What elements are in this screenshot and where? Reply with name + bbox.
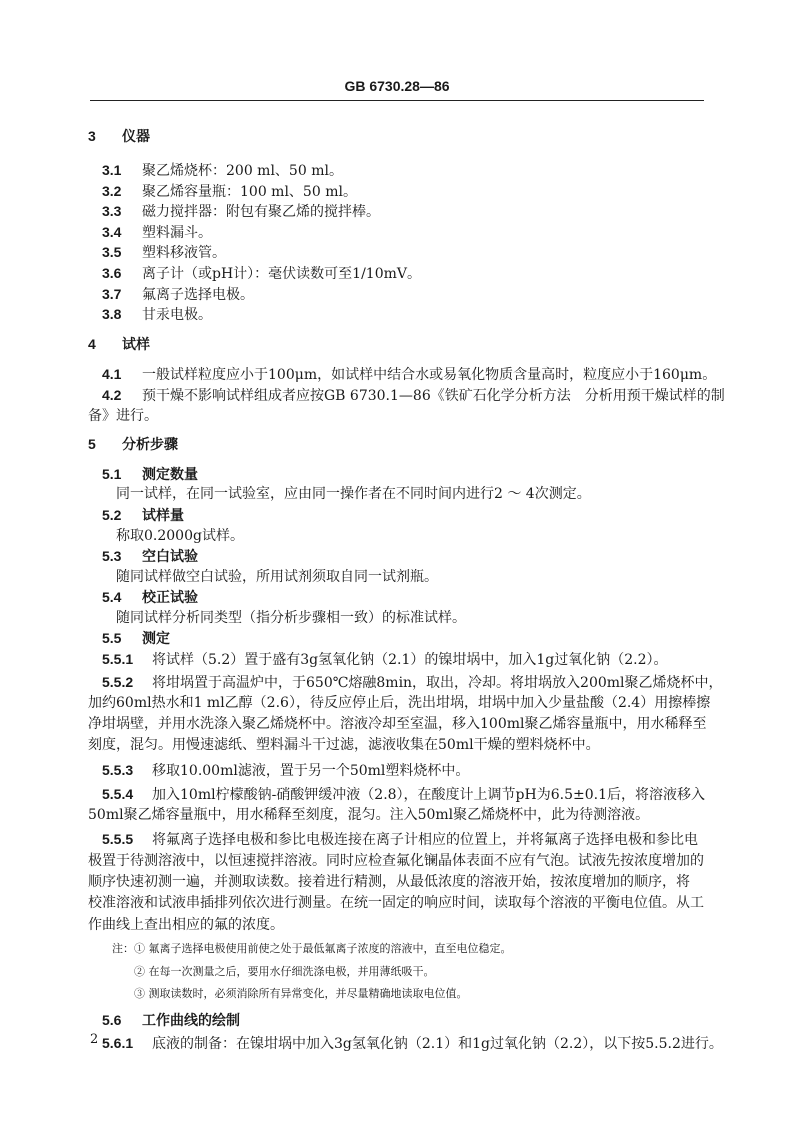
instrument-item: 3.6 离子计（或pH计）：毫伏读数可至1/10mV。 [102,265,421,282]
step-5-6-heading: 5.6 工作曲线的绘制 [102,1012,240,1028]
section-3-heading: 3 仪器 [88,128,150,144]
step-5-4-text: 随同试样分析同类型（指分析步骤相一致）的标准试样。 [116,610,466,626]
step-5-5-1: 5.5.1 将试样（5.2）置于盛有3g氢氧化钠（2.1）的镍坩埚中，加入1g过氧化钠（2.2）。 [102,651,668,668]
instrument-item: 3.1 聚乙烯烧杯：200 ml、50 ml。 [102,162,343,179]
step-5-3-text: 随同试样做空白试验，所用试剂须取自同一试剂瓶。 [116,569,438,585]
step-5-3-heading: 5.3 空白试验 [102,548,198,564]
step-5-5-5-line: 作曲线上查出相应的氟的浓度。 [88,917,284,933]
step-5-5-2-line: 加约60ml热水和1 ml乙醇（2.6），待反应停止后，洗出坩埚，坩埚中加入少量盐酸（2.4）用擦棒擦 [88,695,711,711]
document-header: GB 6730.28—86 [344,78,450,94]
instrument-item: 3.4 塑料漏斗。 [102,224,212,241]
step-5-5-3: 5.5.3 移取10.00ml滤液，置于另一个50ml塑料烧杯中。 [102,762,470,779]
header-rule [90,100,704,101]
step-5-2-text: 称取0.2000g试样。 [116,528,244,544]
step-5-5-5-line: 校准溶液和试液串插排列依次进行测量。在统一固定的响应时间，读取每个溶液的平衡电位值。从工 [88,895,704,911]
sample-4-1: 4.1 一般试样粒度应小于100μm，如试样中结合水或易氧化物质含量高时，粒度应小于160μm。 [102,366,717,383]
step-5-1-heading: 5.1 测定数量 [102,466,198,482]
note-label: 注： [112,942,134,955]
instrument-item: 3.7 氟离子选择电极。 [102,286,254,303]
note-item: ② 在每一次测量之后，要用水仔细洗涤电极，并用薄纸吸干。 [134,965,435,978]
step-5-5-2: 5.5.2 将坩埚置于高温炉中，于650℃熔融8min，取出，冷却。将坩埚放入200ml聚乙烯烧杯中， [102,674,723,691]
step-5-1-text: 同一试样，在同一试验室，应由同一操作者在不同时间内进行2 ～ 4次测定。 [116,486,591,502]
instrument-item: 3.8 甘汞电极。 [102,306,212,323]
step-5-5-2-line: 净坩埚壁，并用水洗涤入聚乙烯烧杯中。溶液冷却至室温，移入100ml聚乙烯容量瓶中，用水稀释至 [88,716,707,732]
step-5-5-heading: 5.5 测定 [102,630,170,646]
step-5-2-heading: 5.2 试样量 [102,507,184,523]
step-5-5-5-line: 极置于待测溶液中，以恒速搅拌溶液。同时应检查氟化镧晶体表面不应有气泡。试液先按浓度增加的 [88,853,704,869]
instrument-item: 3.3 磁力搅拌器：附包有聚乙烯的搅拌棒。 [102,203,380,220]
sample-4-2: 4.2 预干燥不影响试样组成者应按GB 6730.1—86《铁矿石化学分析方法 分析用预干燥试样的制 [102,387,725,404]
note-item: ① 氟离子选择电极使用前使之处于最低氟离子浓度的溶液中，直至电位稳定。 [134,942,512,955]
section-4-heading: 4 试样 [88,336,150,352]
step-5-5-2-line: 刻度，混匀。用慢速滤纸、塑料漏斗干过滤，滤液收集在50ml干燥的塑料烧杯中。 [88,737,600,753]
note-item: ③ 测取读数时，必须消除所有异常变化，并尽量精确地读取电位值。 [134,987,468,1000]
step-5-4-heading: 5.4 校正试验 [102,589,198,605]
step-5-5-5-line: 顺序快速初测一遍，并测取读数。接着进行精测，从最低浓度的溶液开始，按浓度增加的顺序，将 [88,874,690,890]
step-5-5-5: 5.5.5 将氟离子选择电极和参比电极连接在离子计相应的位置上，并将氟离子选择电极和参比电 [102,831,698,848]
instrument-item: 3.2 聚乙烯容量瓶：100 ml、50 ml。 [102,183,357,200]
section-5-heading: 5 分析步骤 [88,436,178,452]
instrument-item: 3.5 塑料移液管。 [102,244,226,261]
step-5-6-1: 5.6.1 底液的制备：在镍坩埚中加入3g氢氧化钠（2.1）和1g过氧化钠（2.2），以下按5.5.2进行。 [102,1035,723,1052]
sample-4-2-cont: 备》进行。 [88,408,158,424]
step-5-5-4: 5.5.4 加入10ml柠檬酸钠-硝酸钾缓冲液（2.8），在酸度计上调节pH为6.5±0.1后，将溶液移入 [102,786,705,803]
page-number: 2 [90,1032,99,1047]
step-5-5-4-line: 50ml聚乙烯容量瓶中，用水稀释至刻度，混匀。注入50ml聚乙烯烧杯中，此为待测溶液。 [88,807,650,823]
